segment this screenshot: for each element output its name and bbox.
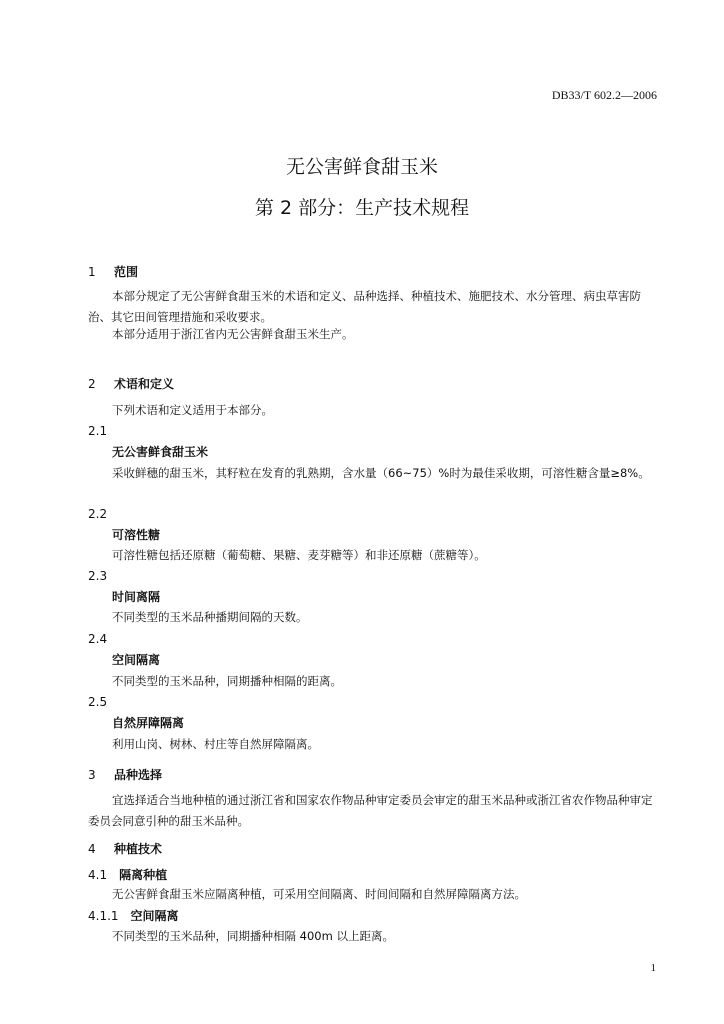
term-2-2-number: 2.2 [88, 507, 108, 521]
section-number: 4 [88, 842, 96, 856]
subsection-number: 4.1 [88, 868, 108, 882]
document-title: 无公害鲜食甜玉米 [285, 156, 438, 178]
subsection-title: 空间隔离 [130, 909, 179, 923]
section-title: 范围 [114, 265, 139, 279]
page-number: 1 [650, 962, 656, 974]
term-2-2-definition: 可溶性糖包括还原糖（葡萄糖、果糖、麦芽糖等）和非还原糖（蔗糖等）。 [112, 548, 486, 562]
subsection-4-1-1-heading [88, 907, 179, 924]
section-2-heading [88, 375, 174, 392]
document-subtitle: 第 2 部分：生产技术规程 [254, 197, 470, 219]
section-3-paragraph: 宜选择适合当地种植的通过浙江省和国家农作物品种审定委员会审定的甜玉米品种或浙江省农作物品种审定委员会同意引种的甜玉米品种。 [88, 793, 653, 828]
term-2-5-definition: 利用山岗、树林、村庄等自然屏障隔离。 [112, 737, 319, 751]
term-2-5-number: 2.5 [88, 695, 108, 709]
section-1-heading [88, 263, 138, 280]
section-1-paragraph-1: 本部分规定了无公害鲜食甜玉米的术语和定义、品种选择、种植技术、施肥技术、水分管理、病虫草害防治、其它田间管理措施和采收要求。 [88, 289, 641, 324]
term-2-3-definition: 不同类型的玉米品种播期间隔的天数。 [112, 610, 308, 624]
section-number: 1 [88, 265, 96, 279]
section-4-heading [88, 840, 162, 857]
term-2-3-title: 时间离隔 [112, 590, 161, 604]
term-2-4-title: 空间隔离 [112, 653, 161, 667]
section-3-heading [88, 766, 162, 783]
section-title: 种植技术 [114, 842, 163, 856]
subsection-4-1-paragraph: 无公害鲜食甜玉米应隔离种植，可采用空间隔离、时间间隔和自然屏障隔离方法。 [112, 887, 526, 901]
subsection-number: 4.1.1 [88, 909, 119, 923]
subsection-4-1-1-paragraph: 不同类型的玉米品种，同期播种相隔 400m 以上距离。 [112, 929, 394, 943]
term-2-3-number: 2.3 [88, 569, 108, 583]
section-number: 3 [88, 768, 96, 782]
standard-code: DB33/T 602.2—2006 [551, 88, 657, 102]
section-number: 2 [88, 377, 96, 391]
term-2-5-title: 自然屏障隔离 [112, 716, 185, 730]
section-1-paragraph-2: 本部分适用于浙江省内无公害鲜食甜玉米生产。 [112, 327, 354, 341]
section-2-intro: 下列术语和定义适用于本部分。 [112, 403, 273, 417]
term-2-2-title: 可溶性糖 [112, 528, 161, 542]
section-title: 品种选择 [114, 768, 163, 782]
subsection-4-1-heading [88, 866, 167, 883]
term-2-1-title: 无公害鲜食甜玉米 [112, 445, 209, 459]
term-2-1-number: 2.1 [88, 424, 108, 438]
section-title: 术语和定义 [114, 377, 175, 391]
term-2-4-definition: 不同类型的玉米品种，同期播种相隔的距离。 [112, 674, 342, 688]
subsection-title: 隔离种植 [119, 868, 168, 882]
term-2-4-number: 2.4 [88, 632, 108, 646]
term-2-1-definition: 采收鲜穗的甜玉米，其籽粒在发育的乳熟期，含水量（66~75）%时为最佳采收期，可溶性糖含量≥8%。 [112, 466, 650, 480]
